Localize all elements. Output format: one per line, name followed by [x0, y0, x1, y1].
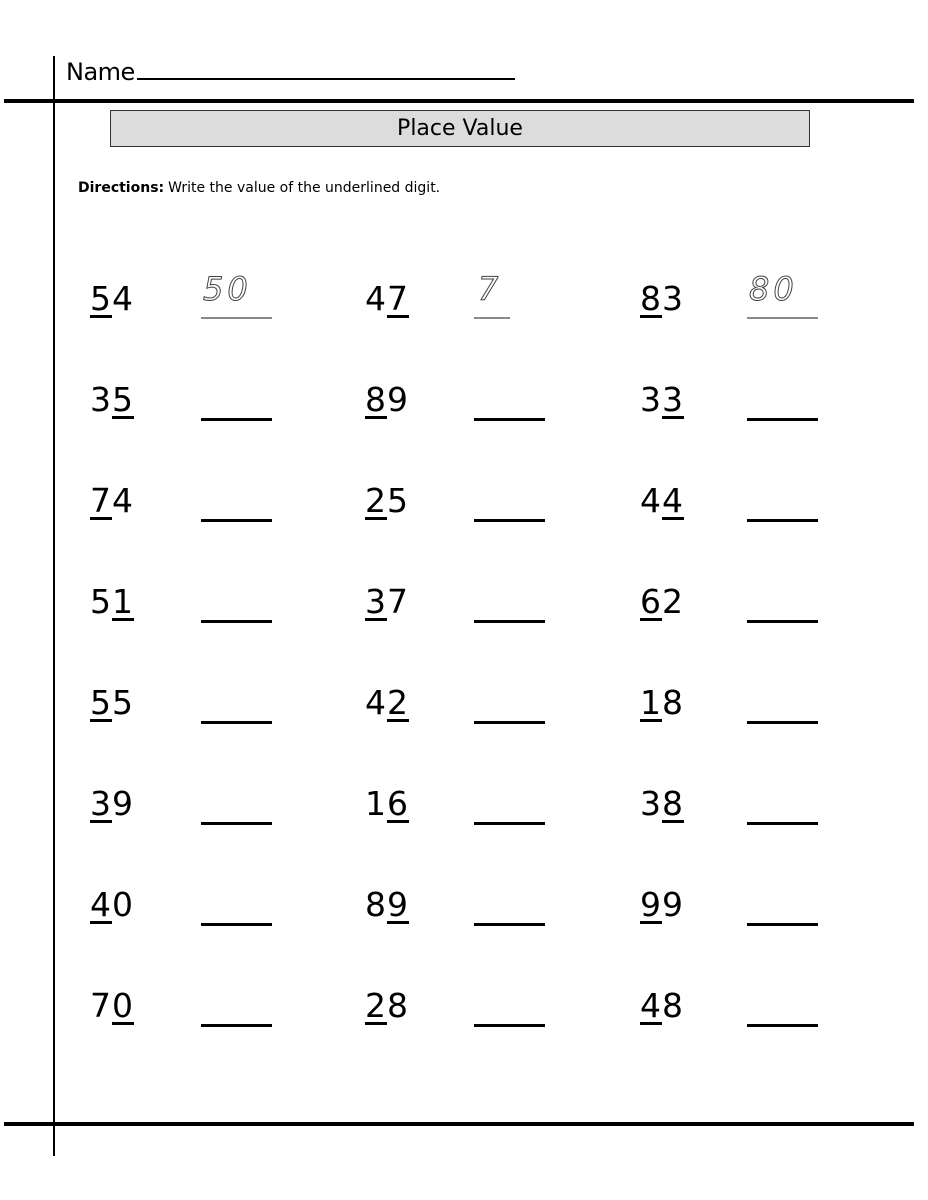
digit: 0: [112, 885, 134, 924]
example-answer-traced: 50: [203, 270, 252, 308]
underlined-digit: 4: [640, 986, 662, 1025]
answer-blank-line[interactable]: [201, 418, 272, 421]
problem-number: [640, 279, 684, 319]
answer-blank-line[interactable]: [201, 923, 272, 926]
digit: 5: [387, 481, 409, 520]
problem-number: [90, 683, 134, 723]
underlined-digit: 0: [112, 986, 134, 1025]
example-answer-traced: 7: [478, 270, 503, 308]
digit: 5: [112, 683, 134, 722]
answer-blank-line[interactable]: [474, 721, 545, 724]
problem-number: [90, 279, 134, 319]
underlined-digit: 2: [387, 683, 409, 722]
digit: 4: [640, 481, 662, 520]
problem-number: [90, 380, 134, 420]
answer-blank-line[interactable]: [474, 822, 545, 825]
problem-number: [365, 885, 409, 925]
margin-vertical-rule: [53, 56, 55, 1156]
answer-blank-line[interactable]: [474, 923, 545, 926]
underlined-digit: 4: [662, 481, 684, 520]
underlined-digit: 1: [640, 683, 662, 722]
digit: 1: [365, 784, 387, 823]
example-answer-traced: 80: [749, 270, 798, 308]
underlined-digit: 4: [90, 885, 112, 924]
underlined-digit: 5: [90, 279, 112, 318]
answer-blank-line[interactable]: [201, 317, 272, 319]
problem-number: [365, 683, 409, 723]
underlined-digit: 2: [365, 481, 387, 520]
answer-blank-line[interactable]: [747, 519, 818, 522]
top-horizontal-rule: [4, 99, 914, 103]
underlined-digit: 3: [90, 784, 112, 823]
name-label: Name: [66, 58, 135, 86]
problem-number: [365, 279, 409, 319]
answer-blank-line[interactable]: [201, 620, 272, 623]
underlined-digit: 3: [662, 380, 684, 419]
problem-number: [90, 582, 134, 622]
underlined-digit: 8: [365, 380, 387, 419]
answer-blank-line[interactable]: [474, 418, 545, 421]
answer-blank-line[interactable]: [201, 822, 272, 825]
underlined-digit: 7: [387, 279, 409, 318]
digit: 3: [662, 279, 684, 318]
answer-blank-line[interactable]: [474, 519, 545, 522]
worksheet-title-box: [110, 110, 810, 147]
problem-number: [640, 784, 684, 824]
underlined-digit: 9: [387, 885, 409, 924]
problem-number: [640, 683, 684, 723]
answer-blank-line[interactable]: [474, 1024, 545, 1027]
underlined-digit: 6: [387, 784, 409, 823]
underlined-digit: 5: [112, 380, 134, 419]
directions-label: Directions:: [78, 180, 165, 196]
problem-number: [640, 885, 684, 925]
worksheet-title: Place Value: [397, 116, 523, 141]
digit: 9: [112, 784, 134, 823]
digit: 4: [365, 279, 387, 318]
problem-number: [640, 582, 684, 622]
underlined-digit: 8: [662, 784, 684, 823]
answer-blank-line[interactable]: [474, 620, 545, 623]
digit: 3: [640, 784, 662, 823]
underlined-digit: 2: [365, 986, 387, 1025]
problem-number: [365, 481, 409, 521]
answer-blank-line[interactable]: [747, 1024, 818, 1027]
digit: 7: [90, 986, 112, 1025]
underlined-digit: 6: [640, 582, 662, 621]
answer-blank-line[interactable]: [747, 822, 818, 825]
digit: 3: [640, 380, 662, 419]
underlined-digit: 7: [90, 481, 112, 520]
digit: 4: [365, 683, 387, 722]
underlined-digit: 8: [640, 279, 662, 318]
underlined-digit: 3: [365, 582, 387, 621]
answer-blank-line[interactable]: [747, 620, 818, 623]
directions: [78, 180, 440, 196]
answer-blank-line[interactable]: [747, 923, 818, 926]
answer-blank-line[interactable]: [474, 317, 510, 319]
digit: 8: [662, 986, 684, 1025]
name-blank-line[interactable]: [137, 56, 515, 80]
problem-number: [90, 986, 134, 1026]
digit: 5: [90, 582, 112, 621]
digit: 7: [387, 582, 409, 621]
problem-number: [90, 481, 134, 521]
digit: 8: [662, 683, 684, 722]
problem-number: [365, 986, 409, 1026]
name-field: [66, 56, 515, 87]
underlined-digit: 1: [112, 582, 134, 621]
answer-blank-line[interactable]: [747, 317, 818, 319]
problem-number: [90, 784, 134, 824]
digit: 8: [387, 986, 409, 1025]
answer-blank-line[interactable]: [201, 721, 272, 724]
answer-blank-line[interactable]: [747, 721, 818, 724]
bottom-horizontal-rule: [4, 1122, 914, 1126]
problem-number: [640, 986, 684, 1026]
answer-blank-line[interactable]: [201, 519, 272, 522]
directions-text: Write the value of the underlined digit.: [168, 180, 441, 196]
digit: 3: [90, 380, 112, 419]
digit: 8: [365, 885, 387, 924]
digit: 4: [112, 279, 134, 318]
problem-number: [365, 380, 409, 420]
underlined-digit: 9: [640, 885, 662, 924]
problem-number: [365, 784, 409, 824]
underlined-digit: 5: [90, 683, 112, 722]
problem-number: [365, 582, 409, 622]
digit: 4: [112, 481, 134, 520]
answer-blank-line[interactable]: [747, 418, 818, 421]
digit: 9: [387, 380, 409, 419]
problem-number: [640, 481, 684, 521]
digit: 9: [662, 885, 684, 924]
answer-blank-line[interactable]: [201, 1024, 272, 1027]
digit: 2: [662, 582, 684, 621]
problem-number: [90, 885, 134, 925]
problem-number: [640, 380, 684, 420]
